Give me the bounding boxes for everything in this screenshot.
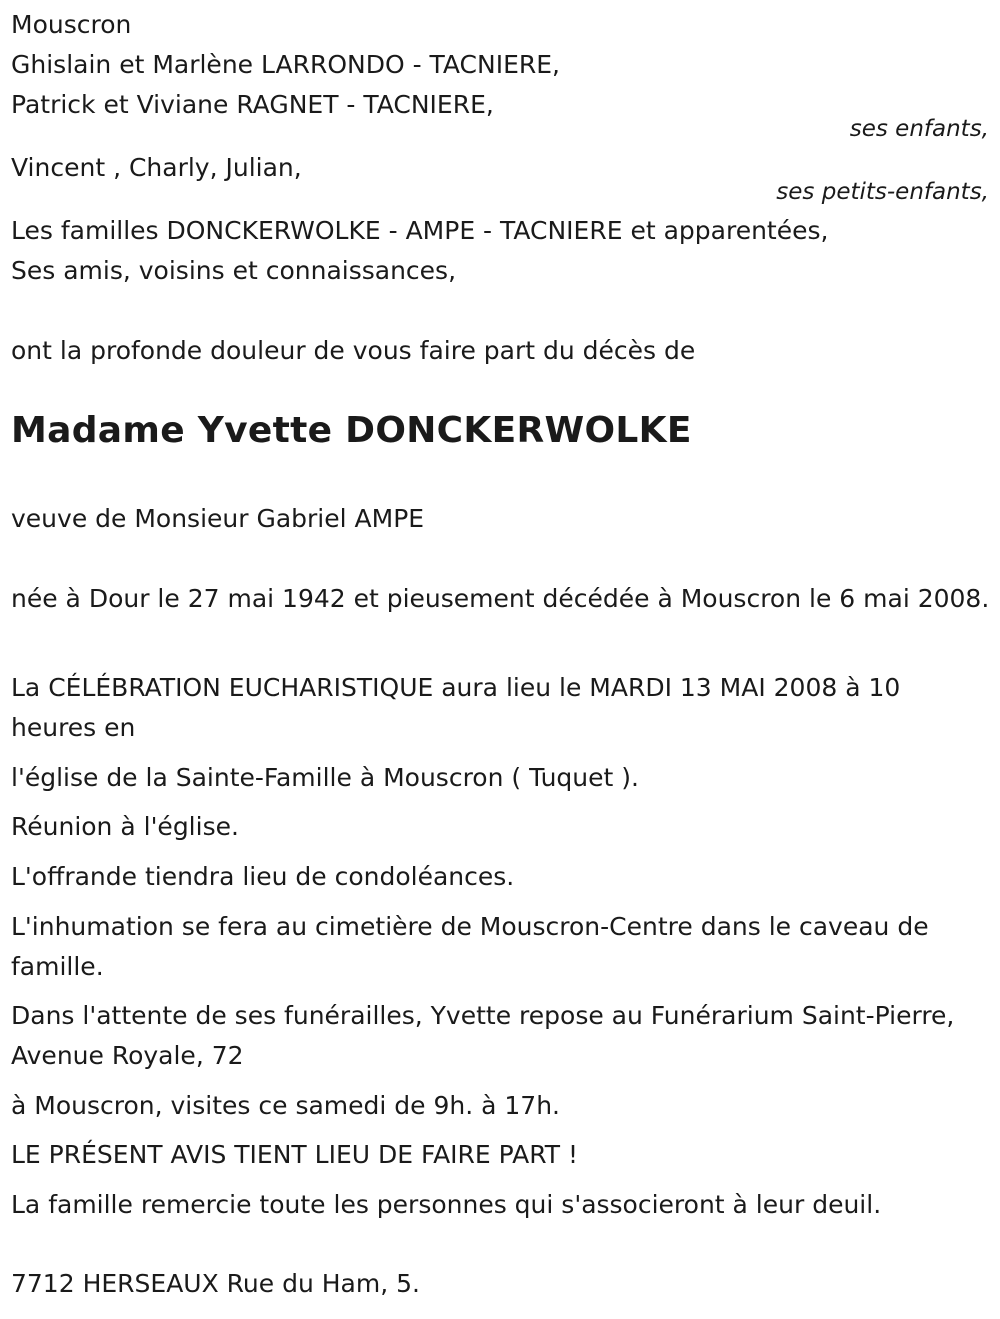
city: Mouscron [11, 10, 132, 39]
church: l'église de la Sainte-Famille à Mouscron ( Tuquet ). [11, 763, 639, 792]
families: Les familles DONCKERWOLKE - AMPE - TACNIERE et apparentées, [11, 216, 829, 245]
family-line-1: Ghislain et Marlène LARRONDO - TACNIERE, [11, 50, 560, 79]
funeral-home: Dans l'attente de ses funérailles, Yvette repose au Funérarium Saint-Pierre, Avenue Royale, 72 [11, 1001, 955, 1070]
children-label: ses enfants, [849, 116, 989, 142]
grandchildren: Vincent , Charly, Julian, [11, 153, 302, 182]
burial: L'inhumation se fera au cimetière de Mouscron-Centre dans le caveau de famille. [11, 912, 929, 981]
friends: Ses amis, voisins et connaissances, [11, 256, 457, 285]
ceremony: La CÉLÉBRATION EUCHARISTIQUE aura lieu le MARDI 13 MAI 2008 à 10 heures en [11, 673, 901, 742]
widow-of: veuve de Monsieur Gabriel AMPE [11, 504, 425, 533]
deceased-name: Madame Yvette DONCKERWOLKE [11, 410, 692, 451]
visits: à Mouscron, visites ce samedi de 9h. à 17h. [11, 1091, 560, 1120]
thanks: La famille remercie toute les personnes qui s'associeront à leur deuil. [11, 1190, 882, 1219]
offering: L'offrande tiendra lieu de condoléances. [11, 862, 515, 891]
grandchildren-label: ses petits-enfants, [776, 179, 989, 205]
address: 7712 HERSEAUX Rue du Ham, 5. [11, 1269, 420, 1298]
meeting: Réunion à l'église. [11, 812, 239, 841]
announcement: ont la profonde douleur de vous faire part du décès de [11, 336, 696, 365]
notice-statement: LE PRÉSENT AVIS TIENT LIEU DE FAIRE PART ! [11, 1140, 579, 1169]
birth-death: née à Dour le 27 mai 1942 et pieusement décédée à Mouscron le 6 mai 2008. [11, 584, 990, 613]
family-line-2: Patrick et Viviane RAGNET - TACNIERE, [11, 90, 494, 119]
